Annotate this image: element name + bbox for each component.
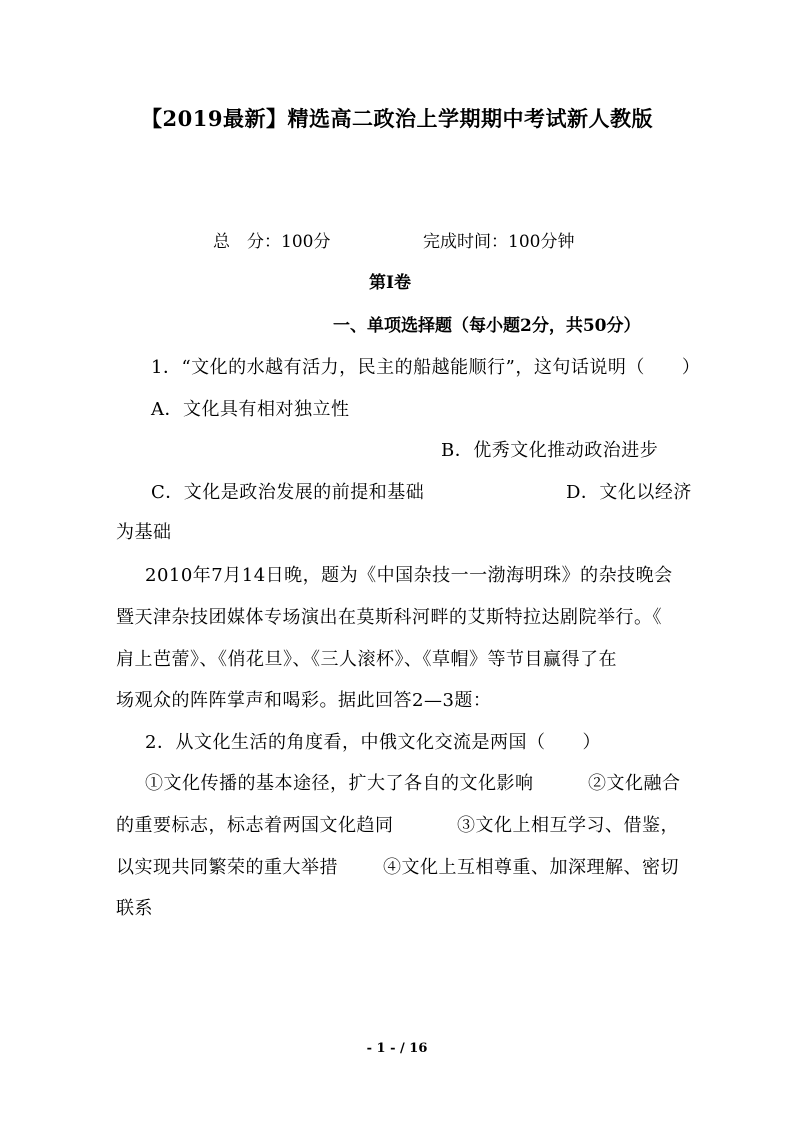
passage-line-2: 暨天津杂技团媒体专场演出在莫斯科河畔的艾斯特拉达剧院举行。《	[116, 607, 662, 628]
passage-line-3: 肩上芭蕾》、《俏花旦》、《三人滚杯》、《草帽》等节目赢得了在	[116, 649, 617, 670]
page-number: - 1 - / 16	[366, 1041, 428, 1056]
question-2-choice-2-continued: 的重要标志，标志着两国文化趋同	[116, 815, 394, 836]
passage-line-1: 2010年7月14日晚，题为《中国杂技一一渤海明珠》的杂技晚会	[145, 565, 673, 586]
question-2-choice-4-continued: 联系	[116, 898, 153, 919]
section-heading: 一、单项选择题（每小题2分，共50分）	[333, 316, 641, 336]
completion-time: 完成时间：100分钟	[423, 232, 575, 252]
question-1-option-d: D．文化以经济	[566, 482, 692, 503]
document-title: 【2019最新】精选高二政治上学期期中考试新人教版	[141, 106, 653, 131]
question-2-choice-2: ②文化融合	[588, 773, 681, 794]
total-score: 总 分：100分	[213, 232, 331, 252]
question-2-stem: 2．从文化生活的角度看，中俄文化交流是两国（ ）	[145, 732, 601, 753]
question-2-choice-3: ③文化上相互学习、借鉴，	[457, 815, 679, 836]
question-2-choice-1: ①文化传播的基本途径，扩大了各自的文化影响	[145, 773, 534, 794]
question-1-option-c: C．文化是政治发展的前提和基础	[151, 482, 425, 503]
question-1-option-b: B．优秀文化推动政治进步	[441, 440, 659, 461]
question-2-choice-4: ④文化上互相尊重、加深理解、密切	[383, 857, 679, 878]
question-2-choice-3-continued: 以实现共同繁荣的重大举措	[116, 857, 338, 878]
question-1-stem: 1．“文化的水越有活力，民主的船越能顺行”，这句话说明（ ）	[151, 357, 701, 378]
question-1-option-a: A．文化具有相对独立性	[151, 399, 350, 420]
volume-heading: 第Ⅰ卷	[369, 273, 411, 293]
passage-line-4: 场观众的阵阵掌声和喝彩。据此回答2—3题：	[116, 690, 492, 711]
question-1-option-d-continued: 为基础	[116, 522, 172, 543]
